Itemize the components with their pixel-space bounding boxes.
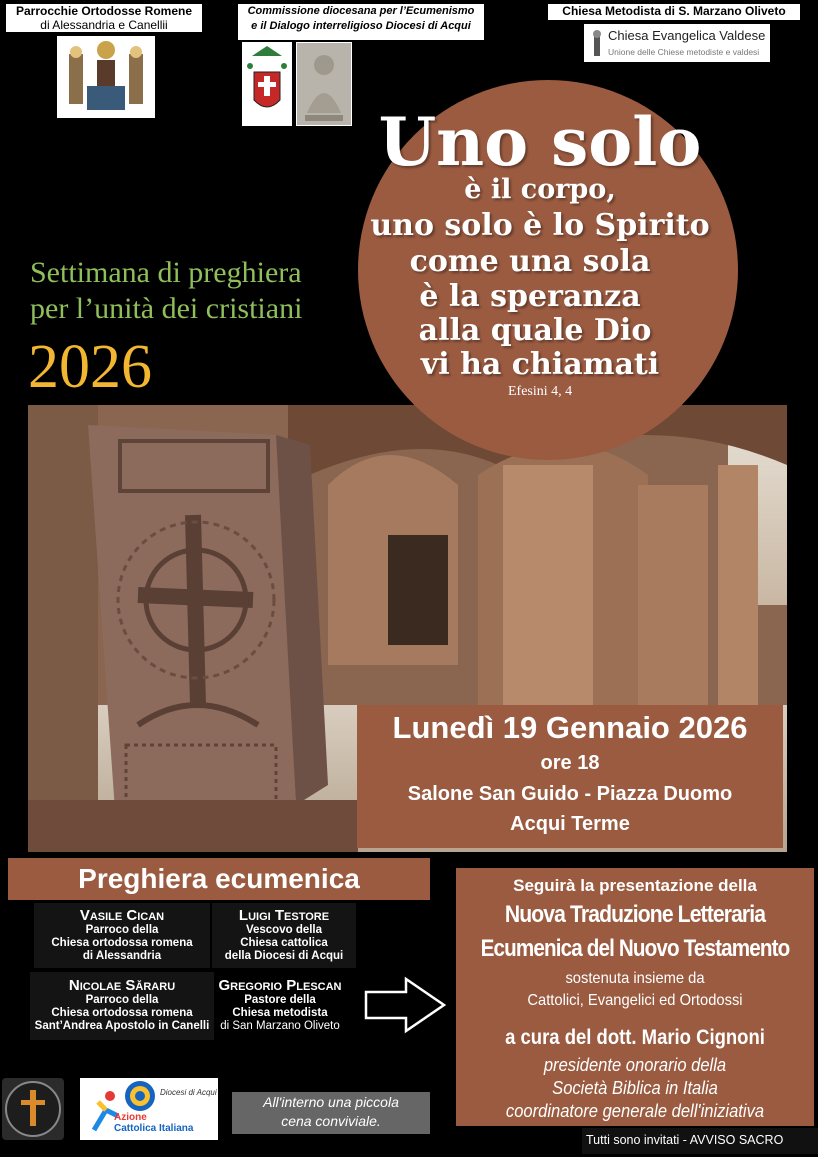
presentation-sub-1: sostenuta insieme da [565, 970, 705, 987]
presentation-sub-2: Cattolici, Evangelici ed Ortodossi [527, 992, 743, 1009]
week-title-line2: per l’unità dei cristiani [30, 292, 303, 325]
event-place: Salone San Guido - Piazza Duomo [407, 783, 733, 805]
person-2-role-1: Vescovo della [245, 924, 323, 936]
person-3-role-2: Chiesa ortodossa romena [51, 1007, 193, 1019]
person-2-name: Luigi Testore [238, 907, 330, 924]
dinner-line-1: All'interno una piccola [263, 1094, 399, 1110]
candle-icon [586, 28, 608, 58]
person-4-role-3: di San Marzano Oliveto [220, 1020, 340, 1032]
org-orthodox-line1: Parrocchie Ortodosse Romene [15, 4, 193, 18]
event-city: Acqui Terme [510, 813, 630, 835]
verse-line-4: come una sola [409, 244, 651, 279]
person-4-role-1: Pastore della [244, 994, 316, 1006]
org-methodist-line1: Chiesa Metodista di S. Marzano Oliveto [562, 4, 786, 18]
ac-sunburst-icon [124, 1080, 156, 1112]
event-time: ore 18 [540, 752, 600, 774]
ac-diocesi: Diocesi di Acqui [160, 1088, 217, 1097]
person-1-role-3: di Alessandria [82, 950, 162, 962]
person-4-name: Gregorio Plescan [218, 977, 342, 994]
org-label-commission [238, 4, 484, 40]
event-date: Lunedì 19 Gennaio 2026 [392, 710, 748, 745]
ac-line-1: Azione [114, 1112, 147, 1123]
person-1-name: Vasile Cican [79, 907, 165, 924]
dinner-line-2: cena conviviale. [281, 1113, 381, 1129]
prayer-title: Preghiera ecumenica [78, 863, 360, 894]
valdese-title: Chiesa Evangelica Valdese [608, 28, 766, 43]
presentation-role-3: coordinatore generale dell'iniziativa [505, 1101, 765, 1121]
presentation-role-1: presidente onorario della [543, 1055, 727, 1075]
presentation-title-1: Nuova Traduzione Letteraria [504, 901, 766, 928]
presentation-role-2: Società Biblica in Italia [552, 1078, 718, 1098]
person-3-name: Nicolae Săraru [68, 977, 176, 994]
person-2-role-2: Chiesa cattolica [240, 937, 328, 949]
person-1-role-2: Chiesa ortodossa romena [51, 937, 193, 949]
pastoral-community-logo [2, 1078, 64, 1140]
footer-text: Tutti sono invitati - AVVISO SACRO [586, 1133, 784, 1147]
org-label-methodist [548, 4, 800, 20]
ac-line-2: Cattolica Italiana [114, 1123, 194, 1134]
person-1-role-1: Parroco della [85, 924, 159, 936]
valdese-subtitle: Unione delle Chiese metodiste e valdesi [608, 47, 760, 57]
orthodox-saints-icon [57, 36, 155, 118]
verse-line-1: Uno solo [378, 103, 702, 181]
diocese-coat-of-arms [242, 42, 292, 126]
presentation-curator: a cura del dott. Mario Cignoni [505, 1026, 765, 1049]
org-commission-line2: e il Dialogo interreligioso Diocesi di Acqui [251, 20, 471, 32]
verse-line-3: uno solo è lo Spirito [370, 208, 710, 243]
person-2-role-3: della Diocesi di Acqui [224, 950, 344, 962]
valdese-logo [584, 24, 770, 62]
verse-line-7: vi ha chiamati [420, 347, 660, 382]
arrow-right-icon [364, 976, 448, 1034]
community-seal-icon [2, 1078, 64, 1140]
orthodox-icon-logo [57, 36, 155, 118]
presentation-title-2: Ecumenica del Nuovo Testamento [480, 935, 790, 962]
org-label-orthodox [6, 4, 202, 32]
week-title-line1: Settimana di preghiera [30, 256, 302, 289]
khachkar-stone [88, 425, 328, 825]
person-4 [200, 977, 360, 1033]
org-orthodox-line2: di Alessandria e Canellii [40, 18, 168, 32]
person-3-role-3: Sant’Andrea Apostolo in Canelli [34, 1020, 210, 1032]
person-3-role-1: Parroco della [85, 994, 159, 1006]
verse-line-5: è la speranza [419, 279, 641, 314]
azione-cattolica-logo [80, 1078, 218, 1140]
verse-line-6: alla quale Dio [418, 313, 652, 348]
week-year: 2026 [28, 333, 152, 401]
person-2 [212, 907, 356, 963]
coat-of-arms-icon [242, 42, 292, 126]
person-4-role-2: Chiesa metodista [232, 1007, 328, 1019]
org-commission-line1: Commissione diocesana per l’Ecumenismo [247, 5, 475, 17]
verse-line-2: è il corpo, [464, 174, 616, 205]
verse-reference: Efesini 4, 4 [508, 384, 573, 399]
person-1 [34, 907, 210, 963]
presentation-intro: Seguirà la presentazione della [513, 876, 757, 895]
person-3 [30, 977, 214, 1033]
